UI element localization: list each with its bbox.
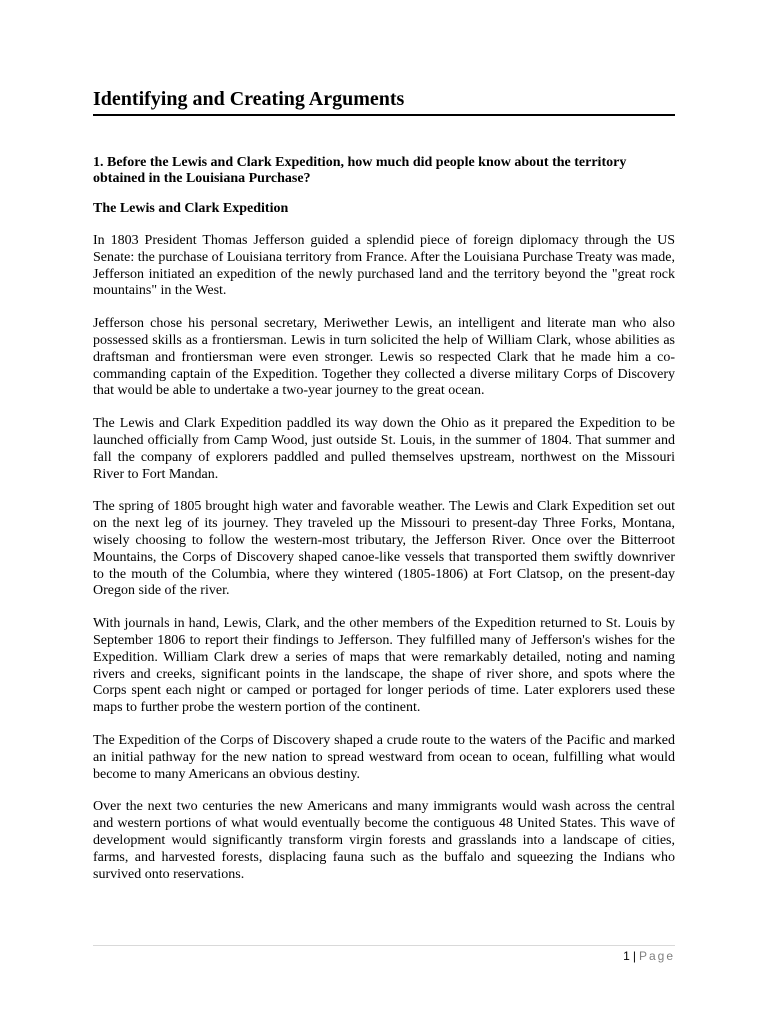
body-paragraph: The Expedition of the Corps of Discovery shaped a crude route to the waters of the Pacific and marked an initial pathway for the new nation to spread westward from ocean to ocean, fulfilling what would become to many Americans an obvious destiny.	[93, 732, 675, 782]
footer-separator: |	[632, 949, 636, 963]
document-page	[93, 86, 675, 897]
page-footer	[623, 948, 675, 964]
body-paragraph: In 1803 President Thomas Jefferson guided a splendid piece of foreign diplomacy through the US Senate: the purchase of Louisiana territory from France. After the Louisiana Purchase Treaty was made, Jefferson initiated an expedition of the newly purchased land and the territory beyond the "great rock mountains" in the West.	[93, 233, 675, 299]
body-paragraph: The Lewis and Clark Expedition paddled its way down the Ohio as it prepared the Expedition to be launched officially from Camp Wood, just outside St. Louis, in the summer of 1804. That summer and fall the company of explorers paddled and pulled themselves upstream, northwest on the Missouri River to Fort Mandan.	[93, 416, 675, 482]
question-heading: 1. Before the Lewis and Clark Expedition, how much did people know about the territory obtained in the Louisiana Purchase?	[93, 155, 627, 186]
document-title: Identifying and Creating Arguments	[93, 86, 675, 116]
body-paragraph: Over the next two centuries the new Americans and many immigrants would wash across the central and western portions of what would eventually become the contiguous 48 United States. This wave of development would significantly transform virgin forests and grasslands into a landscape of cities, farms, and harvested forests, displacing fauna such as the buffalo and squeezing the Indians who survived onto reservations.	[93, 799, 675, 882]
page-label: Page	[638, 949, 675, 963]
section-heading: The Lewis and Clark Expedition	[93, 201, 289, 216]
body-paragraph: With journals in hand, Lewis, Clark, and the other members of the Expedition returned to St. Louis by September 1806 to report their findings to Jefferson. They fulfilled many of Jefferson's wishes for the Expedition. William Clark drew a series of maps that were remarkably detailed, noting and naming rivers and creeks, significant points in the landscape, the shape of river shore, and spots where the Corps spent each night or camped or portaged for longer periods of time. Later explorers used these maps to further probe the western portion of the continent.	[93, 616, 675, 716]
body-paragraph: Jefferson chose his personal secretary, Meriwether Lewis, an intelligent and literate man who also possessed skills as a frontiersman. Lewis in turn solicited the help of William Clark, whose abilities as draftsman and frontiersman were even stronger. Lewis so respected Clark that he made him a co-commanding captain of the Expedition. Together they collected a diverse military Corps of Discovery that would be able to undertake a two-year journey to the great ocean.	[93, 316, 675, 399]
page-number: 1	[623, 949, 630, 963]
footer-divider	[93, 945, 675, 946]
body-paragraph: The spring of 1805 brought high water and favorable weather. The Lewis and Clark Expedition set out on the next leg of its journey. They traveled up the Missouri to present-day Three Forks, Montana, wisely choosing to follow the western-most tributary, the Jefferson River. Once over the Bitterroot Mountains, the Corps of Discovery shaped canoe-like vessels that transported them swiftly downriver to the mouth of the Columbia, where they wintered (1805-1806) at Fort Clatsop, on the present-day Oregon side of the river.	[93, 499, 675, 599]
